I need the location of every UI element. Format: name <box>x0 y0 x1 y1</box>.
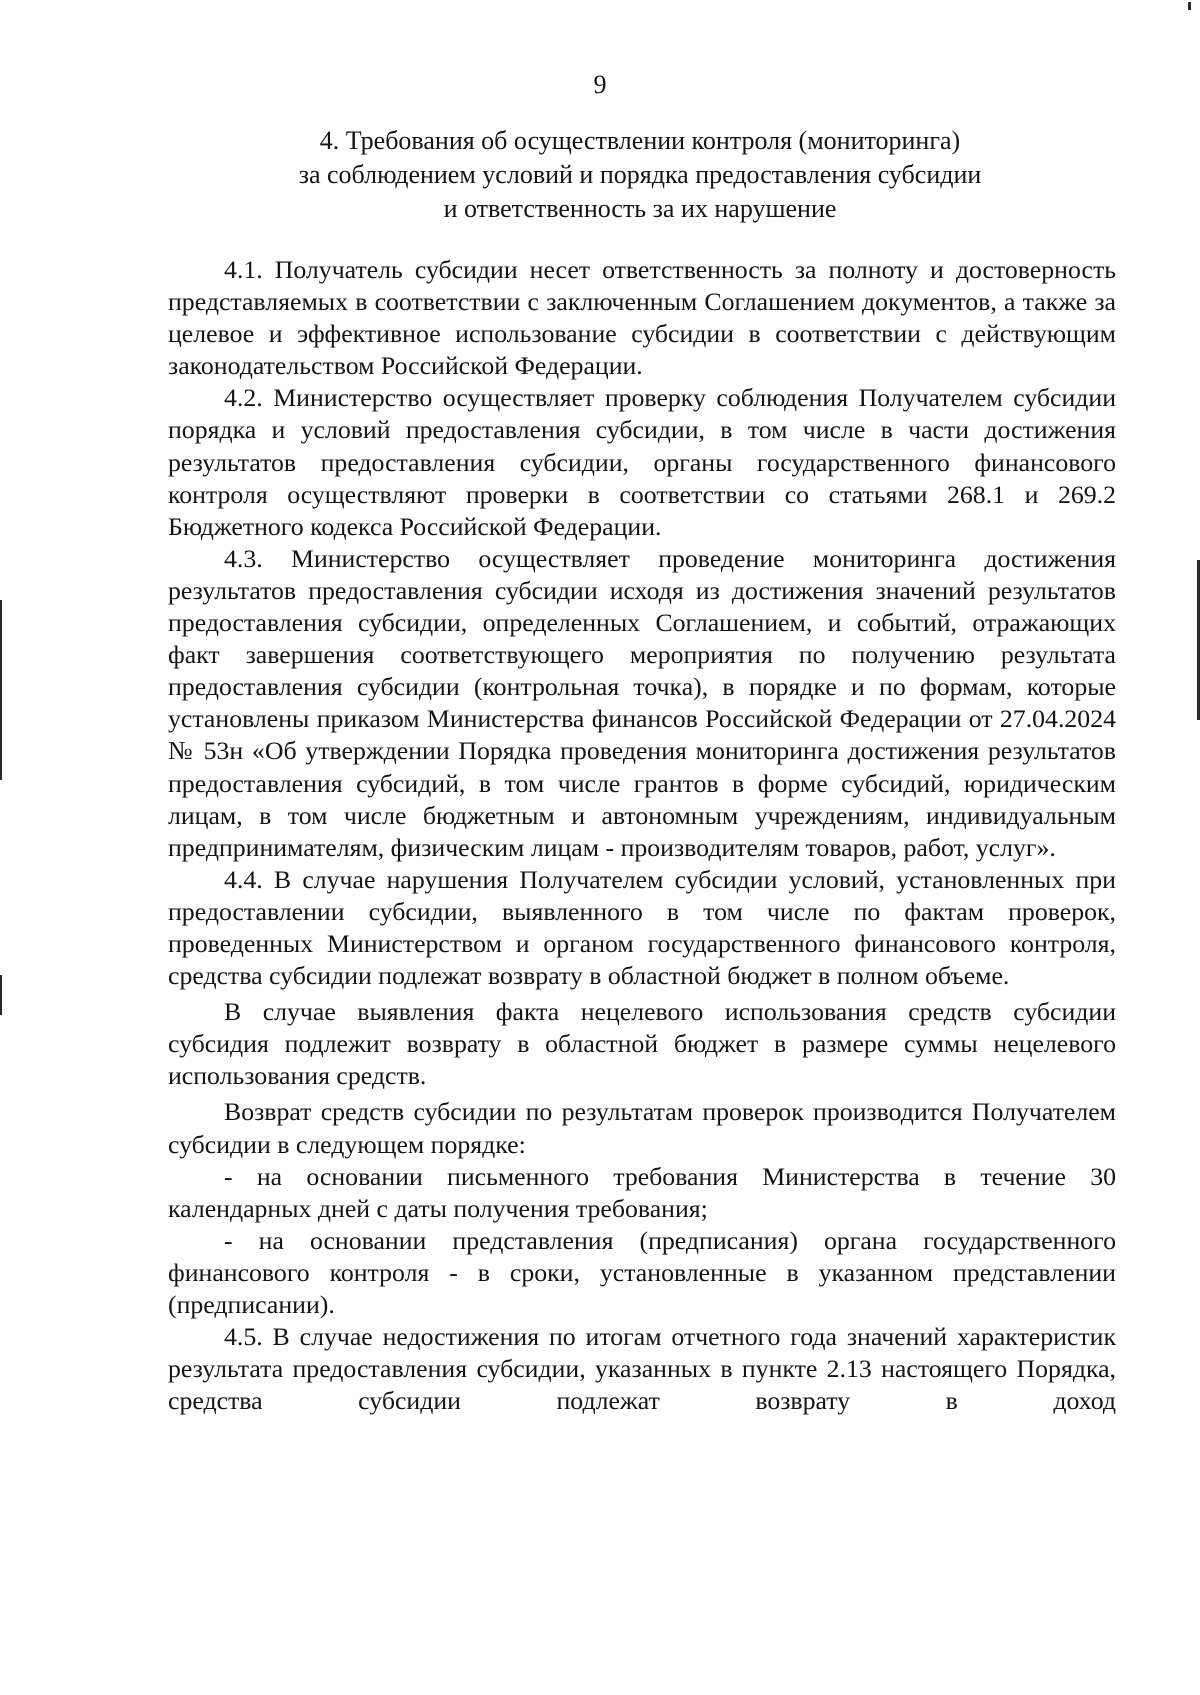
section-heading <box>200 124 1080 226</box>
paragraph-refund-procedure: Возврат средств субсидии по результатам проверок производится Получателем субсидии в следующем порядке: <box>168 1097 1116 1159</box>
paragraph-4-4: 4.4. В случае нарушения Получателем субсидии условий, установленных при предоставлении субсидии, выявленного в том числе по фактам проверок, проведенных Министерством и органом государственного финансового контроля, средства субсидии подлежат возврату в областной бюджет в полном объеме. <box>168 864 1116 991</box>
page-number: 9 <box>593 70 607 99</box>
list-item-written-demand: - на основании письменного требования Министерства в течение 30 календарных дней с даты получения требования; <box>168 1161 1116 1223</box>
section-heading-line-1: 4. Требования об осуществлении контроля (мониторинга) <box>319 126 961 155</box>
scan-edge-mark-top-right <box>1188 2 1191 10</box>
scan-edge-mark-left-2 <box>0 975 2 1015</box>
list-item-control-order: - на основании представления (предписания) органа государственного финансового контроля - в сроки, установленные в указанном представлении (предписании). <box>168 1225 1116 1319</box>
paragraph-misuse-refund: В случае выявления факта нецелевого использования средств субсидии субсидия подлежит возврату в областной бюджет в размере суммы нецелевого использования средств. <box>168 997 1116 1091</box>
paragraph-4-5: 4.5. В случае недостижения по итогам отчетного года значений характеристик результата предоставления субсидии, указанных в пункте 2.13 настоящего Порядка, средства субсидии подлежат возврату в доход <box>168 1322 1116 1416</box>
document-body <box>168 254 1116 1417</box>
paragraph-4-3: 4.3. Министерство осуществляет проведение мониторинга достижения результатов предоставления субсидии исходя из достижения значений результатов предоставления субсидии, определенных Соглашением, и событий, отражающих факт завершения соответствующего мероприятия по получению результата предоставления субсидии (контрольная точка), в порядке и по формам, которые установлены приказом Министерства финансов Российской Федерации от 27.04.2024 № 53н «Об утверждении Порядка проведения мониторинга достижения результатов предоставления субсидий, в том числе грантов в форме субсидий, юридическим лицам, в том числе бюджетным и автономным учреждениям, индивидуальным предпринимателям, физическим лицам - производителям товаров, работ, услуг». <box>168 543 1116 862</box>
section-heading-line-3: и ответственность за их нарушение <box>443 194 837 223</box>
scan-edge-mark-left-1 <box>0 600 2 780</box>
paragraph-4-1: 4.1. Получатель субсидии несет ответственность за полноту и достоверность представляемых в соответствии с заключенным Соглашением документов, а также за целевое и эффективное использование субсидии в соответствии с действующим законодательством Российской Федерации. <box>168 255 1116 381</box>
paragraph-4-2: 4.2. Министерство осуществляет проверку соблюдения Получателем субсидии порядка и условий предоставления субсидии, в том числе в части достижения результатов предоставления субсидии, органы государственного финансового контроля осуществляют проверки в соответствии со статьями 268.1 и 269.2 Бюджетного кодекса Российской Федерации. <box>168 383 1116 541</box>
section-heading-line-2: за соблюдением условий и порядка предоставления субсидии <box>298 160 982 189</box>
